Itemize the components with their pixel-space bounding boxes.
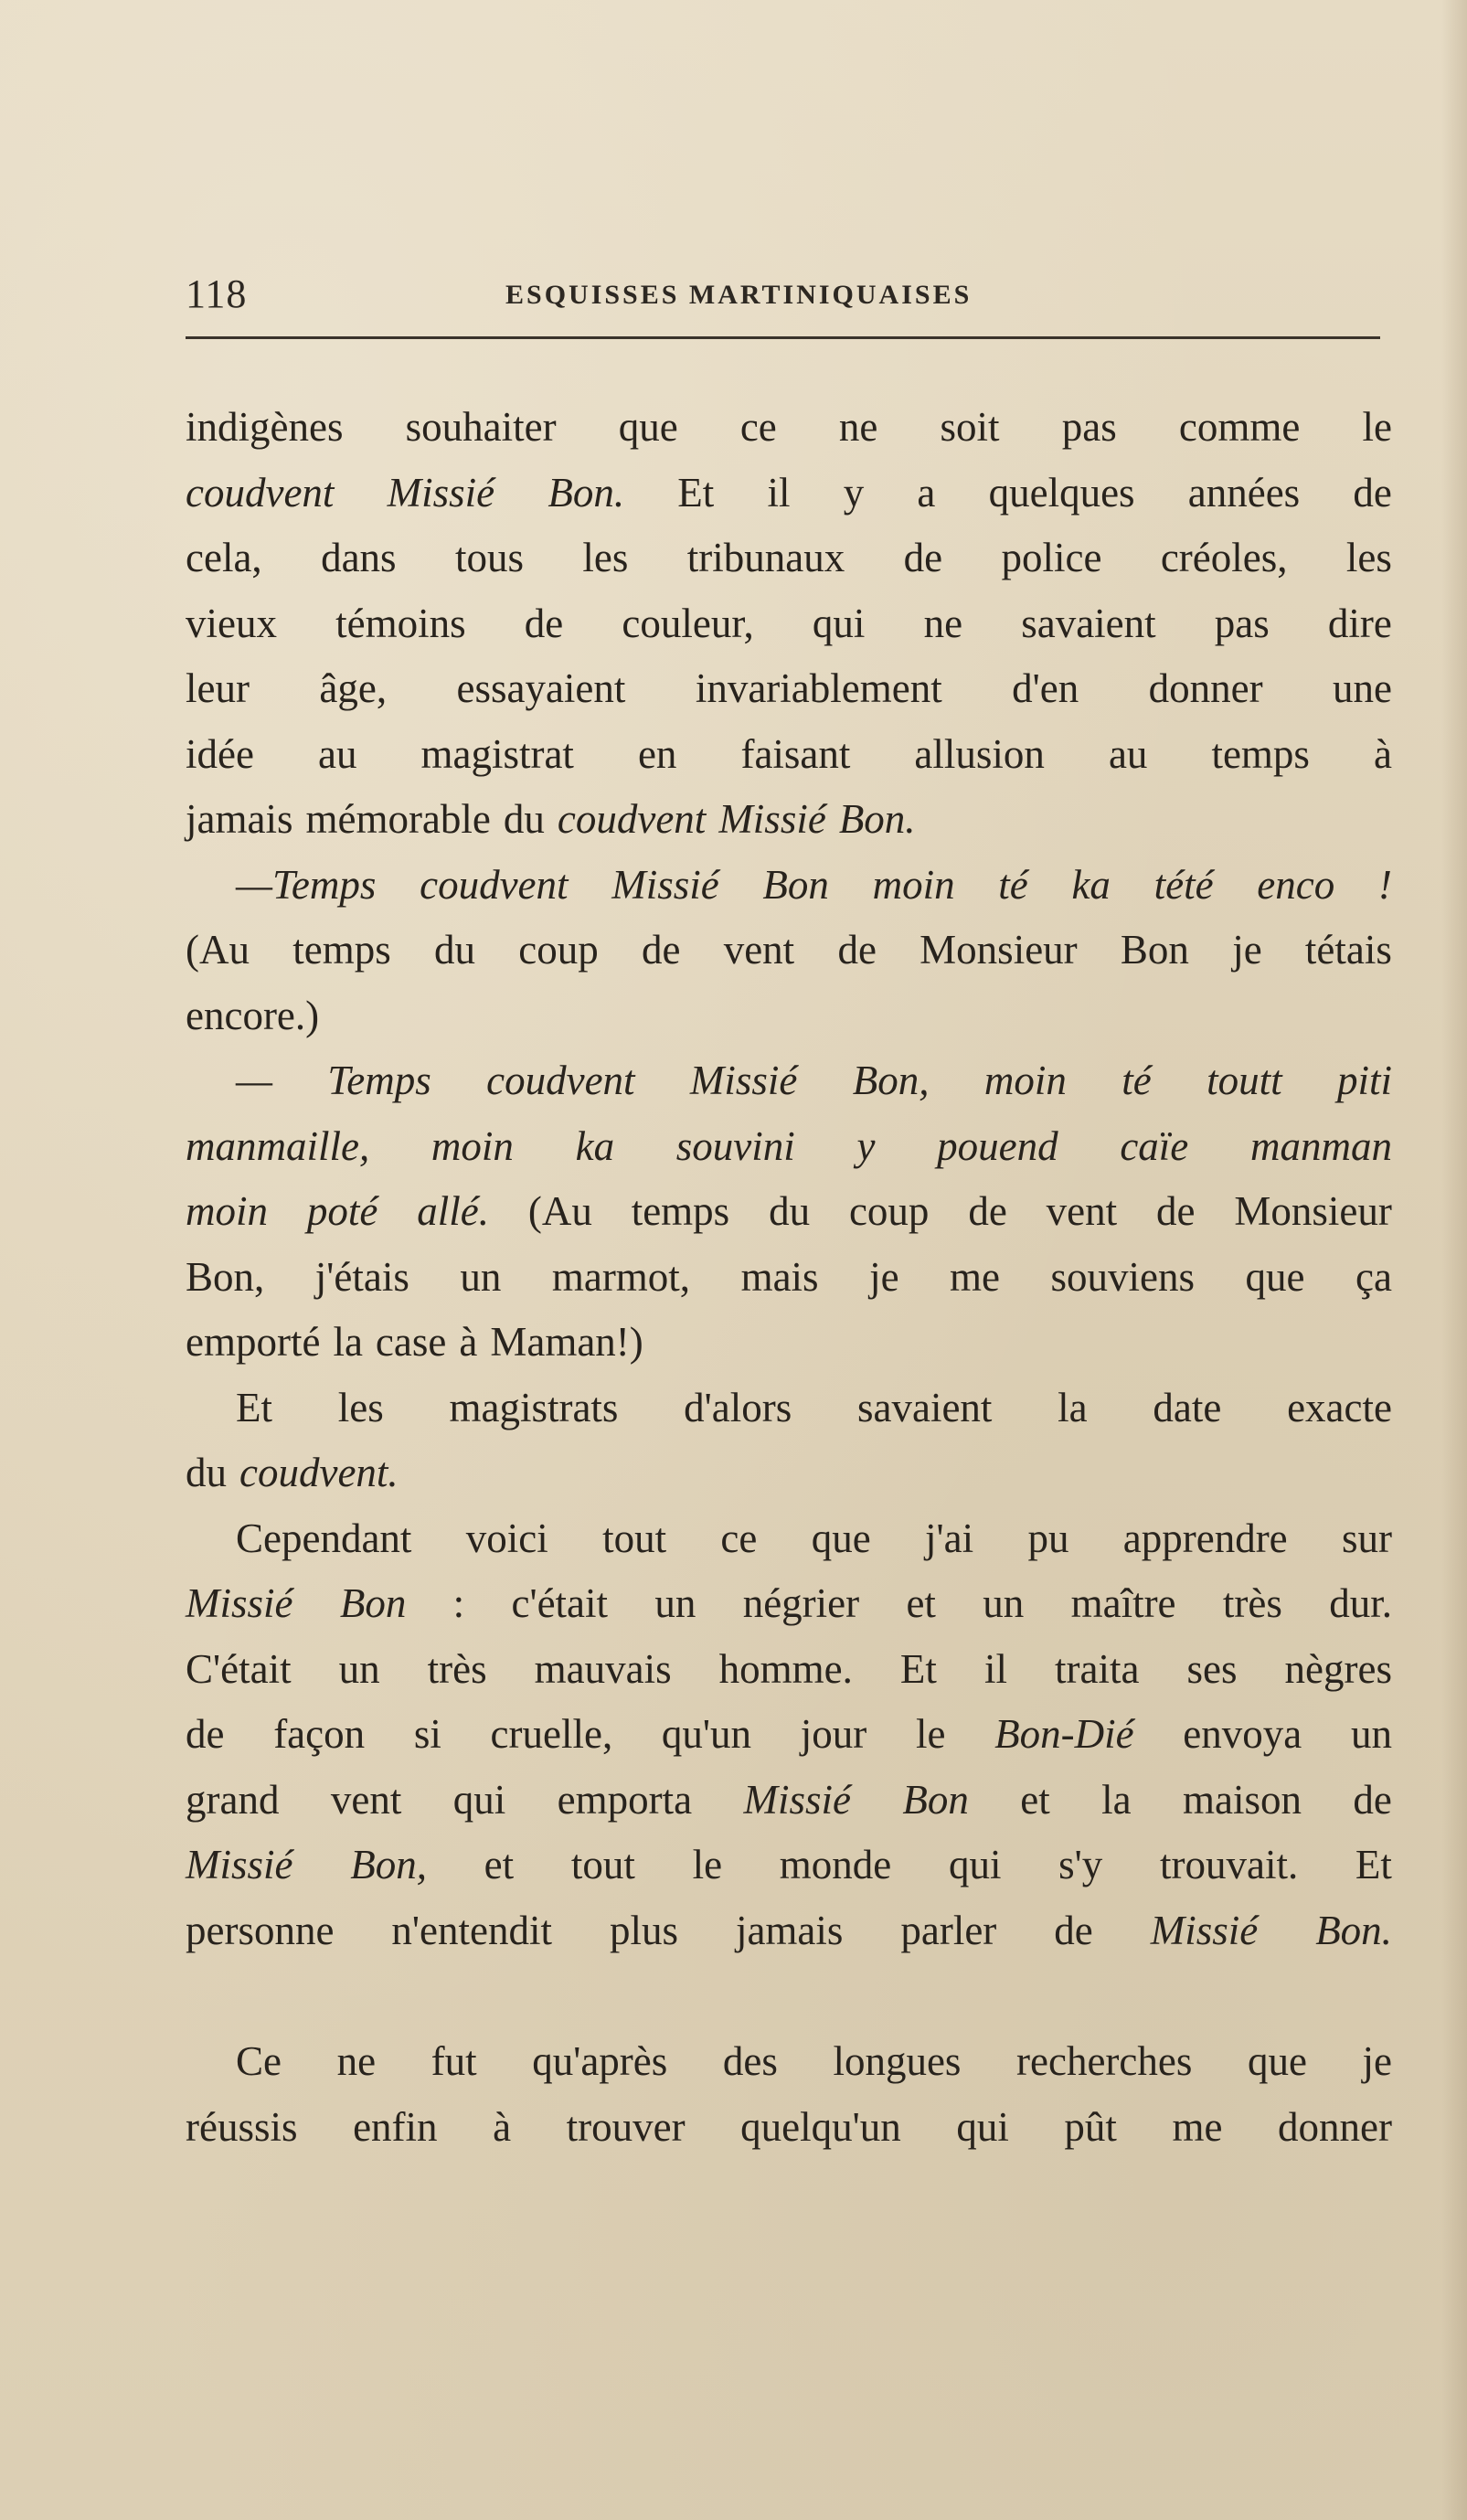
word: Et bbox=[236, 1384, 272, 1430]
word: de bbox=[641, 927, 681, 973]
word: magistrat bbox=[420, 730, 574, 777]
italic-word: — bbox=[236, 1058, 273, 1103]
word: et bbox=[906, 1580, 936, 1626]
word: très bbox=[1222, 1580, 1282, 1626]
word: enfin bbox=[353, 2103, 438, 2150]
word: de bbox=[1353, 1776, 1392, 1823]
word: du bbox=[433, 927, 475, 973]
word: pas bbox=[1214, 600, 1270, 646]
word: de bbox=[186, 1711, 225, 1757]
word: tout bbox=[602, 1515, 667, 1561]
italic-word: moin bbox=[983, 1058, 1067, 1103]
word: les bbox=[582, 535, 629, 580]
italic-word: Missié bbox=[1150, 1907, 1259, 1953]
word: il bbox=[767, 469, 791, 516]
word: invariablement bbox=[695, 665, 942, 711]
text-line bbox=[186, 1048, 1392, 1114]
word: dire bbox=[1327, 600, 1392, 646]
word: trouver bbox=[566, 2103, 686, 2150]
word: à bbox=[1373, 730, 1392, 777]
word: vent bbox=[330, 1776, 402, 1823]
word: je bbox=[1362, 2038, 1392, 2084]
word: d'alors bbox=[684, 1384, 792, 1430]
italic-word: Missié bbox=[186, 1842, 293, 1887]
word: qui bbox=[948, 1842, 1002, 1887]
italic-word: tété bbox=[1153, 861, 1214, 908]
text-line bbox=[186, 1376, 1392, 1441]
word: Cependant bbox=[236, 1515, 412, 1561]
word: Maman!) bbox=[490, 1319, 643, 1365]
text-line bbox=[186, 1768, 1392, 1834]
word: Et bbox=[899, 1645, 937, 1692]
italic-word: Bon, bbox=[350, 1842, 427, 1887]
word: je bbox=[869, 1253, 899, 1300]
text-line bbox=[186, 395, 1392, 461]
italic-word: té bbox=[998, 861, 1028, 908]
word: qu'après bbox=[532, 2038, 668, 2084]
italic-word: Missié bbox=[689, 1058, 798, 1103]
italic-word: manmaille, bbox=[186, 1122, 370, 1169]
italic-word: coudvent bbox=[486, 1058, 635, 1103]
word: fut bbox=[431, 2038, 477, 2084]
word: soit bbox=[940, 404, 1000, 450]
word: si bbox=[413, 1711, 441, 1757]
word: quelqu'un bbox=[740, 2103, 901, 2150]
word: d'en bbox=[1012, 665, 1079, 711]
italic-word: ka bbox=[1071, 861, 1111, 908]
text-line bbox=[186, 984, 1392, 1049]
text-line bbox=[186, 591, 1392, 657]
word: le bbox=[692, 1842, 723, 1887]
word: vent bbox=[723, 927, 795, 973]
word: police bbox=[1001, 535, 1102, 580]
text-line bbox=[186, 722, 1392, 788]
word: comme bbox=[1178, 404, 1301, 450]
word: recherches bbox=[1016, 2038, 1193, 2084]
word: magistrats bbox=[449, 1384, 619, 1430]
word: quelques bbox=[988, 469, 1135, 516]
word: à bbox=[459, 1319, 478, 1365]
word: que bbox=[618, 404, 678, 450]
italic-word: ka bbox=[575, 1122, 615, 1169]
word: monde bbox=[779, 1842, 892, 1887]
word: tribunaux bbox=[686, 535, 845, 580]
word: parler bbox=[900, 1907, 997, 1953]
word: jamais bbox=[735, 1907, 844, 1953]
word: en bbox=[637, 730, 677, 777]
italic-word: Missié bbox=[186, 1580, 293, 1626]
word: savaient bbox=[1021, 600, 1156, 646]
italic-word: Missié bbox=[611, 861, 719, 908]
word: (Au bbox=[186, 927, 250, 973]
word: plus bbox=[609, 1907, 678, 1953]
page-edge-shadow bbox=[1441, 0, 1467, 2520]
word: années bbox=[1187, 469, 1301, 516]
italic-word: allé. bbox=[417, 1188, 489, 1234]
word: homme. bbox=[718, 1645, 853, 1692]
word: du bbox=[186, 1450, 227, 1495]
word: me bbox=[950, 1253, 1001, 1300]
italic-word: Bon. bbox=[838, 796, 916, 842]
running-head: ESQUISSES MARTINIQUAISES bbox=[505, 280, 973, 310]
word: Et bbox=[1355, 1842, 1392, 1887]
word: Bon, bbox=[186, 1253, 265, 1300]
word: à bbox=[493, 2103, 512, 2150]
word: de bbox=[1353, 469, 1392, 516]
word: un bbox=[983, 1580, 1025, 1626]
word: Monsieur bbox=[1234, 1188, 1392, 1234]
word: envoya bbox=[1183, 1711, 1302, 1757]
word: pût bbox=[1064, 2103, 1117, 2150]
italic-word: coudvent bbox=[186, 469, 335, 516]
word: ne bbox=[923, 600, 963, 646]
word: de bbox=[968, 1188, 1007, 1234]
text-line bbox=[186, 1833, 1392, 1898]
word: très bbox=[427, 1645, 487, 1692]
word: Et bbox=[677, 469, 715, 516]
word: ses bbox=[1186, 1645, 1238, 1692]
word: un bbox=[1350, 1711, 1392, 1757]
word: qui bbox=[956, 2103, 1009, 2150]
word: qui bbox=[812, 600, 866, 646]
word: j'ai bbox=[925, 1515, 974, 1561]
word: qu'un bbox=[661, 1711, 752, 1757]
word: négrier bbox=[742, 1580, 860, 1626]
word: apprendre bbox=[1122, 1515, 1288, 1561]
word: mais bbox=[740, 1253, 819, 1300]
word: qui bbox=[452, 1776, 506, 1823]
word: grand bbox=[186, 1776, 280, 1823]
word: souhaiter bbox=[405, 404, 557, 450]
text-line bbox=[186, 853, 1392, 919]
word: date bbox=[1153, 1384, 1222, 1430]
word: encore.) bbox=[186, 992, 320, 1038]
word: la bbox=[333, 1319, 363, 1365]
word: au bbox=[1108, 730, 1148, 777]
italic-word: Bon bbox=[902, 1776, 969, 1823]
text-line bbox=[186, 461, 1392, 526]
word: que bbox=[1247, 2038, 1307, 2084]
text-line bbox=[186, 918, 1392, 984]
italic-word: ! bbox=[1377, 861, 1392, 908]
word: vieux bbox=[186, 600, 277, 646]
text-line bbox=[186, 1898, 1392, 1964]
word: une bbox=[1332, 665, 1392, 711]
word: les bbox=[1345, 535, 1392, 580]
word: la bbox=[1058, 1384, 1088, 1430]
word: un bbox=[460, 1253, 502, 1300]
italic-word: Bon bbox=[339, 1580, 407, 1626]
word: leur bbox=[186, 665, 250, 711]
word: façon bbox=[273, 1711, 366, 1757]
page-number: 118 bbox=[186, 271, 248, 316]
italic-word: piti bbox=[1336, 1058, 1392, 1103]
word: ne bbox=[838, 404, 878, 450]
word: mauvais bbox=[534, 1645, 672, 1692]
text-line bbox=[186, 2095, 1392, 2161]
word: Monsieur bbox=[920, 927, 1078, 973]
word: allusion bbox=[914, 730, 1045, 777]
word: (Au bbox=[527, 1188, 592, 1234]
italic-word: Bon, bbox=[852, 1058, 930, 1103]
word: donner bbox=[1278, 2103, 1392, 2150]
page-header bbox=[186, 271, 1378, 325]
word: que bbox=[811, 1515, 871, 1561]
word: a bbox=[917, 469, 936, 516]
word: souviens bbox=[1050, 1253, 1196, 1300]
word: C'était bbox=[186, 1645, 292, 1692]
word: c'était bbox=[511, 1580, 609, 1626]
word: marmot, bbox=[551, 1253, 691, 1300]
word: de bbox=[524, 600, 564, 646]
word: y bbox=[843, 469, 865, 516]
text-line bbox=[186, 1571, 1392, 1637]
word: témoins bbox=[335, 600, 466, 646]
italic-word: Missié bbox=[387, 469, 495, 516]
word: Ce bbox=[236, 2038, 282, 2084]
word: emporta bbox=[557, 1776, 693, 1823]
word: : bbox=[452, 1580, 465, 1626]
word: de bbox=[903, 535, 943, 580]
word: temps bbox=[1211, 730, 1310, 777]
word: ce bbox=[739, 404, 777, 450]
word: un bbox=[654, 1580, 696, 1626]
italic-word: Bon. bbox=[1315, 1907, 1392, 1953]
word: et bbox=[484, 1842, 515, 1887]
word: un bbox=[338, 1645, 380, 1692]
word: me bbox=[1172, 2103, 1223, 2150]
italic-word: coudvent bbox=[557, 796, 707, 842]
text-line bbox=[186, 2029, 1392, 2095]
word: réussis bbox=[186, 2103, 298, 2150]
italic-word: Bon-Dié bbox=[994, 1711, 1134, 1757]
word: le bbox=[1362, 404, 1392, 450]
italic-word: caïe bbox=[1120, 1122, 1189, 1169]
italic-word: té bbox=[1122, 1058, 1152, 1103]
italic-word: moin bbox=[872, 861, 955, 908]
italic-word: y bbox=[856, 1122, 876, 1169]
word: personne bbox=[186, 1907, 335, 1953]
word: ce bbox=[720, 1515, 758, 1561]
word: pas bbox=[1061, 404, 1117, 450]
word: faisant bbox=[740, 730, 851, 777]
word: essayaient bbox=[456, 665, 626, 711]
word: nègres bbox=[1284, 1645, 1392, 1692]
italic-word: Bon. bbox=[547, 469, 625, 516]
word: du bbox=[503, 796, 545, 842]
italic-word: —Temps bbox=[236, 861, 377, 908]
italic-word: Bon bbox=[762, 861, 829, 908]
word: de bbox=[837, 927, 877, 973]
word: n'entendit bbox=[391, 1907, 552, 1953]
italic-word: moin bbox=[431, 1122, 514, 1169]
text-line bbox=[186, 656, 1392, 722]
word: au bbox=[317, 730, 357, 777]
italic-word: Missié bbox=[718, 796, 826, 842]
word: case bbox=[375, 1319, 447, 1365]
word: et bbox=[1020, 1776, 1050, 1823]
word: ne bbox=[336, 2038, 377, 2084]
italic-word: Missié bbox=[743, 1776, 851, 1823]
word: coup bbox=[848, 1188, 930, 1234]
word: j'étais bbox=[314, 1253, 409, 1300]
word: temps bbox=[292, 927, 391, 973]
word: tout bbox=[570, 1842, 635, 1887]
italic-word: manman bbox=[1249, 1122, 1392, 1169]
text-line bbox=[186, 1441, 1392, 1506]
word: tétais bbox=[1304, 927, 1392, 973]
paragraph-gap bbox=[186, 1963, 1392, 2029]
word: dur. bbox=[1329, 1580, 1392, 1626]
word: il bbox=[983, 1645, 1007, 1692]
word: traita bbox=[1055, 1645, 1140, 1692]
italic-word: poté bbox=[306, 1188, 378, 1234]
word: jour bbox=[800, 1711, 867, 1757]
word: mémorable bbox=[305, 796, 491, 842]
text-line bbox=[186, 1179, 1392, 1245]
word: vent bbox=[1046, 1188, 1118, 1234]
word: idée bbox=[186, 730, 254, 777]
word: coup bbox=[518, 927, 599, 973]
word: jamais bbox=[186, 796, 293, 842]
word: cruelle, bbox=[490, 1711, 613, 1757]
text-line bbox=[186, 787, 1392, 853]
italic-word: coudvent bbox=[420, 861, 569, 908]
word: s'y bbox=[1058, 1842, 1103, 1887]
word: voici bbox=[465, 1515, 548, 1561]
word: cela, bbox=[186, 535, 262, 580]
word: la bbox=[1101, 1776, 1132, 1823]
text-line bbox=[186, 1245, 1392, 1311]
word: créoles, bbox=[1160, 535, 1288, 580]
body-text bbox=[186, 395, 1392, 2160]
word: savaient bbox=[857, 1384, 993, 1430]
word: pu bbox=[1027, 1515, 1069, 1561]
text-line bbox=[186, 1114, 1392, 1180]
word: du bbox=[769, 1188, 811, 1234]
word: âge, bbox=[319, 665, 388, 711]
text-line bbox=[186, 1637, 1392, 1703]
italic-word: pouend bbox=[937, 1122, 1058, 1169]
text-line bbox=[186, 1310, 1392, 1376]
word: ça bbox=[1355, 1253, 1392, 1300]
word: de bbox=[1054, 1907, 1093, 1953]
word: sur bbox=[1341, 1515, 1392, 1561]
word: longues bbox=[833, 2038, 962, 2084]
word: temps bbox=[631, 1188, 730, 1234]
word: emporté bbox=[186, 1319, 321, 1365]
header-rule bbox=[186, 336, 1380, 339]
word: trouvait. bbox=[1159, 1842, 1299, 1887]
word: de bbox=[1156, 1188, 1196, 1234]
word: des bbox=[722, 2038, 778, 2084]
word: couleur, bbox=[622, 600, 754, 646]
word: je bbox=[1232, 927, 1262, 973]
italic-word: moin bbox=[186, 1188, 268, 1234]
text-line bbox=[186, 526, 1392, 591]
italic-word: souvini bbox=[675, 1122, 795, 1169]
italic-word: coudvent. bbox=[239, 1450, 399, 1495]
word: maître bbox=[1070, 1580, 1176, 1626]
text-line bbox=[186, 1702, 1392, 1768]
word: Bon bbox=[1120, 927, 1189, 973]
word: tous bbox=[454, 535, 524, 580]
italic-word: enco bbox=[1257, 861, 1335, 908]
word: exacte bbox=[1287, 1384, 1392, 1430]
word: les bbox=[337, 1384, 384, 1430]
word: maison bbox=[1183, 1776, 1302, 1823]
italic-word: toutt bbox=[1207, 1058, 1282, 1103]
word: le bbox=[915, 1711, 946, 1757]
italic-word: Temps bbox=[327, 1058, 431, 1103]
word: que bbox=[1245, 1253, 1305, 1300]
word: donner bbox=[1148, 665, 1263, 711]
word: indigènes bbox=[186, 404, 344, 450]
text-line bbox=[186, 1506, 1392, 1572]
word: dans bbox=[321, 535, 397, 580]
